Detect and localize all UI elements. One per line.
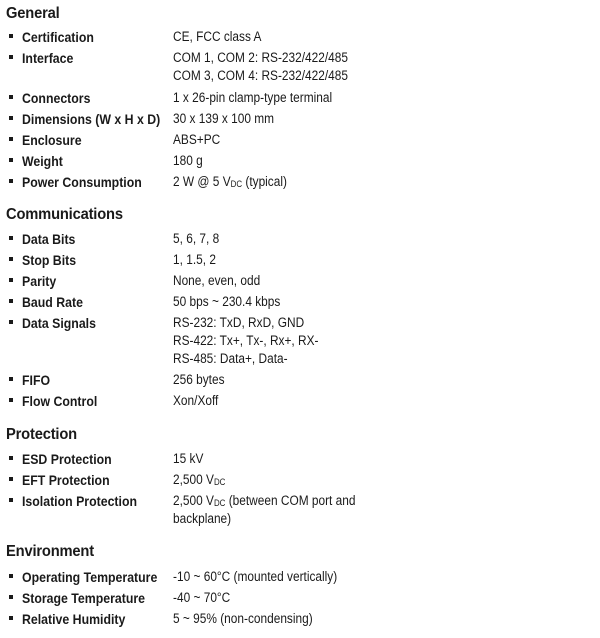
spec-label: Data Signals (22, 315, 96, 331)
spec-value (173, 251, 216, 269)
bullet-icon (9, 398, 13, 402)
spec-value (173, 89, 332, 107)
spec-value (173, 589, 230, 607)
spec-label: Flow Control (22, 393, 98, 409)
section-title-environment: Environment (6, 543, 94, 560)
bullet-icon (9, 574, 13, 578)
spec-value-line: None, even, odd (173, 273, 261, 288)
spec-value (173, 230, 219, 248)
spec-value-line: 1 x 26-pin clamp-type terminal (173, 90, 333, 105)
spec-label: Isolation Protection (22, 493, 138, 509)
spec-value-line: 15 kV (173, 451, 204, 466)
bullet-icon (9, 257, 13, 261)
spec-value-line: RS-232: TxD, RxD, GND (173, 315, 305, 330)
spec-label: Storage Temperature (22, 590, 146, 606)
spec-label: Power Consumption (22, 174, 142, 190)
spec-value-line: -10 ~ 60°C (mounted vertically) (173, 569, 338, 584)
spec-value (173, 173, 287, 191)
bullet-icon (9, 299, 13, 303)
bullet-icon (9, 158, 13, 162)
bullet-icon (9, 456, 13, 460)
spec-value-line: 30 x 139 x 100 mm (173, 111, 275, 126)
bullet-icon (9, 179, 13, 183)
bullet-icon (9, 116, 13, 120)
spec-value-line: 5, 6, 7, 8 (173, 231, 220, 246)
spec-value-line: 2 W @ 5 $V_{DC}$ (typical) (173, 174, 287, 189)
spec-value (173, 568, 337, 586)
spec-value-line: Xon/Xoff (173, 393, 219, 408)
spec-value-line: RS-485: Data+, Data- (173, 351, 288, 366)
voltage-subscript: DC (213, 477, 226, 487)
bullet-icon (9, 95, 13, 99)
spec-value-line: 256 bytes (173, 372, 225, 387)
spec-label: Data Bits (22, 231, 76, 247)
spec-value (173, 492, 355, 528)
spec-value (173, 49, 348, 85)
spec-label: Baud Rate (22, 294, 83, 310)
bullet-icon (9, 595, 13, 599)
spec-label: Weight (22, 153, 63, 169)
spec-value (173, 392, 218, 410)
spec-value (173, 471, 225, 489)
voltage-subscript: DC (213, 498, 226, 508)
spec-label: Stop Bits (22, 252, 77, 268)
spec-value-line: -40 ~ 70°C (173, 590, 231, 605)
bullet-icon (9, 616, 13, 620)
spec-value (173, 110, 274, 128)
spec-value-line: 5 ~ 95% (non-condensing) (173, 611, 313, 626)
bullet-icon (9, 236, 13, 240)
spec-value-line: 2,500 $V_{DC}$ (173, 472, 226, 487)
section-title-protection: Protection (6, 426, 77, 443)
spec-label: Interface (22, 50, 74, 66)
spec-value (173, 450, 203, 468)
bullet-icon (9, 377, 13, 381)
spec-label: Certification (22, 29, 94, 45)
section-title-general: General (6, 5, 60, 22)
spec-value-line: 180 g (173, 153, 203, 168)
spec-label: EFT Protection (22, 472, 110, 488)
bullet-icon (9, 34, 13, 38)
bullet-icon (9, 137, 13, 141)
spec-label: Parity (22, 273, 57, 289)
spec-value (173, 610, 313, 628)
bullet-icon (9, 55, 13, 59)
spec-value-line: 1, 1.5, 2 (173, 252, 216, 267)
bullet-icon (9, 477, 13, 481)
spec-value (173, 272, 260, 290)
spec-value-line: COM 3, COM 4: RS-232/422/485 (173, 68, 348, 83)
spec-label: Dimensions (W x H x D) (22, 111, 161, 127)
bullet-icon (9, 498, 13, 502)
spec-label: Operating Temperature (22, 569, 158, 585)
spec-value (173, 131, 220, 149)
spec-value-line: RS-422: Tx+, Tx-, Rx+, RX- (173, 333, 319, 348)
spec-value-line: 2,500 $V_{DC}$ (between COM port and (173, 493, 356, 508)
spec-value-line: backplane) (173, 511, 232, 526)
spec-label: Relative Humidity (22, 611, 126, 627)
spec-value (173, 293, 280, 311)
spec-label: FIFO (22, 372, 51, 388)
spec-value (173, 152, 203, 170)
spec-label: ESD Protection (22, 451, 112, 467)
bullet-icon (9, 278, 13, 282)
spec-value-line: CE, FCC class A (173, 29, 262, 44)
spec-value-line: 50 bps ~ 230.4 kbps (173, 294, 281, 309)
spec-value (173, 314, 318, 368)
section-title-communications: Communications (6, 206, 123, 223)
spec-label: Enclosure (22, 132, 82, 148)
voltage-subscript: DC (230, 179, 243, 189)
spec-value-line: ABS+PC (173, 132, 221, 147)
spec-value (173, 371, 225, 389)
bullet-icon (9, 320, 13, 324)
spec-label: Connectors (22, 90, 91, 106)
spec-value (173, 28, 261, 46)
spec-value-line: COM 1, COM 2: RS-232/422/485 (173, 50, 348, 65)
